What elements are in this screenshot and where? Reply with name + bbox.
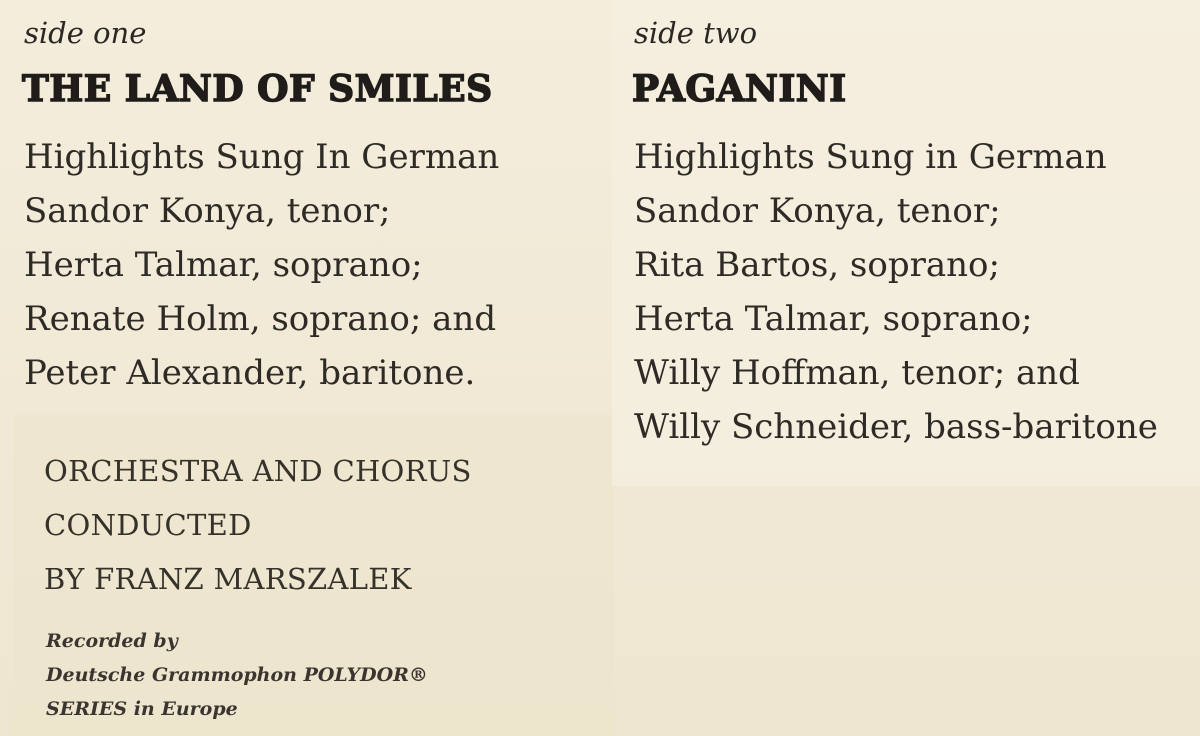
side-two-credits [634,130,1158,454]
side-two-credit-line: Highlights Sung in German [634,137,1107,177]
side-two-credit-line: Sandor Konya, tenor; [634,191,1001,231]
side-one-credit-line: Herta Talmar, soprano; [24,245,423,285]
side-two-title: PAGANINI [632,68,847,110]
recording-line: Deutsche Grammophon POLYDOR® [46,664,428,686]
recording-note [46,624,428,726]
side-two-section [634,16,757,50]
side-one-credit-line: Renate Holm, soprano; and [24,299,497,339]
side-two-credit-line: Herta Talmar, soprano; [634,299,1033,339]
orchestra-line: ORCHESTRA AND CHORUS [44,454,472,488]
recording-line: SERIES in Europe [46,698,238,720]
side-two-credit-line: Willy Hoffman, tenor; and [634,353,1080,393]
side-one-credit-line: Sandor Konya, tenor; [24,191,391,231]
orchestra-line: CONDUCTED [44,508,252,542]
side-one-label: side one [24,16,147,50]
side-two-credit-line: Willy Schneider, bass-baritone [634,407,1158,447]
orchestra-line: BY FRANZ MARSZALEK [44,562,412,596]
side-two-credit-line: Rita Bartos, soprano; [634,245,1000,285]
side-one-credit-line: Peter Alexander, baritone. [24,353,476,393]
side-one-section [24,16,146,50]
side-one-credit-line: Highlights Sung In German [24,137,500,177]
side-one-credits [24,130,499,400]
side-two-title-wrap [632,68,847,110]
side-one-title-wrap [22,68,493,110]
recording-line: Recorded by [46,630,178,652]
side-two-label: side two [634,16,758,50]
side-one-title: THE LAND OF SMILES [22,68,493,110]
orchestra-credit [44,444,472,606]
